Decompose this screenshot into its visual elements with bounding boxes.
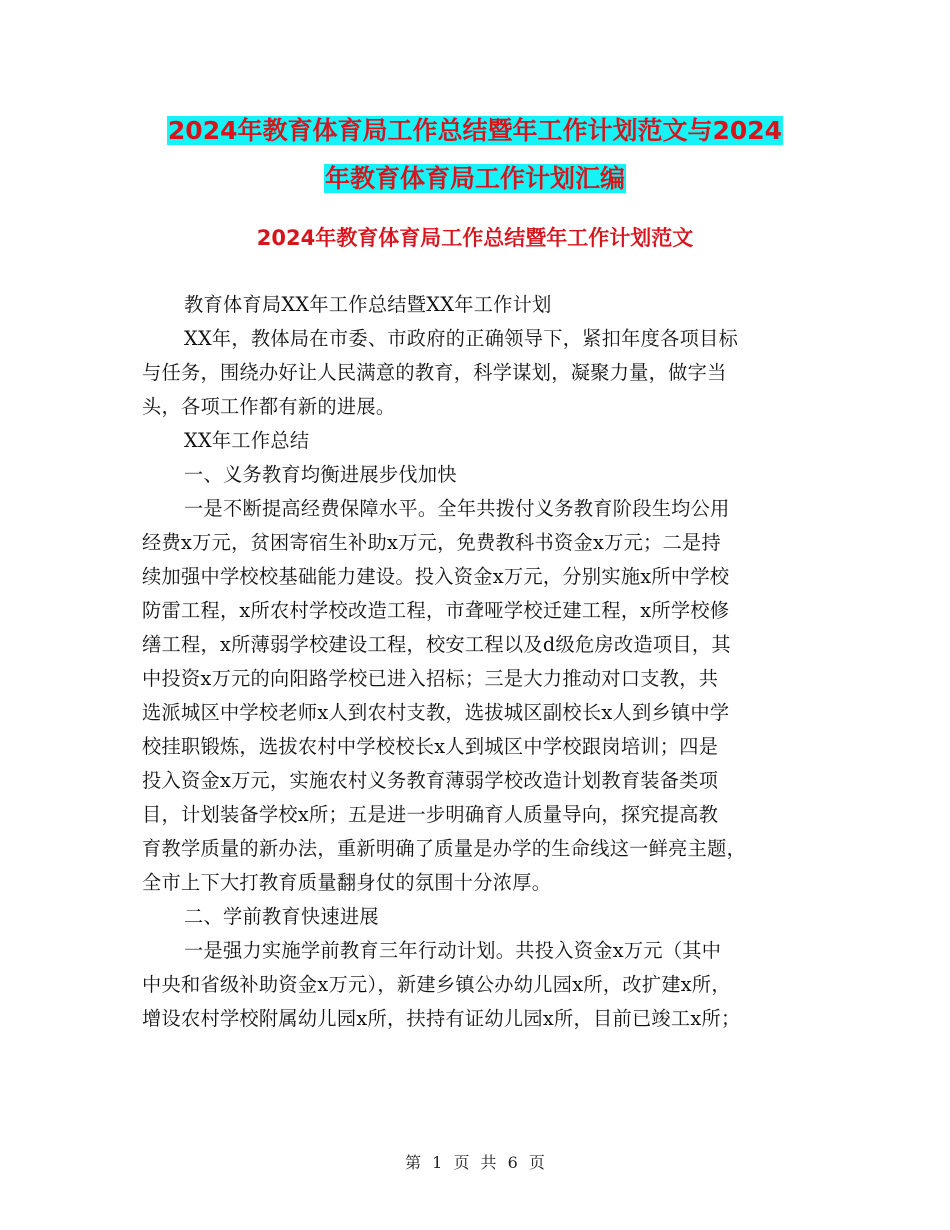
paragraph-line: 与任务，围绕办好让人民满意的教育，科学谋划，凝聚力量，做字当 [142, 361, 727, 384]
paragraph-line: 目，计划装备学校x所；五是进一步明确育人质量导向，探究提高教 [142, 803, 719, 826]
paragraph-line: 缮工程，x所薄弱学校建设工程，校安工程以及d级危房改造项目，其 [142, 633, 731, 656]
paragraph-line: 二、学前教育快速进展 [184, 905, 379, 928]
paragraph-line: 全市上下大打教育质量翻身仗的氛围十分浓厚。 [142, 871, 552, 894]
paragraph-line: 一是强力实施学前教育三年行动计划。共投入资金x万元（其中 [184, 939, 722, 962]
title-line-1 [0, 111, 950, 151]
title-line-2-text: 年教育体育局工作计划汇编 [324, 164, 625, 193]
paragraph-line: 育教学质量的新办法，重新明确了质量是办学的生命线这一鲜亮主题， [142, 837, 747, 860]
paragraph-line: 头，各项工作都有新的进展。 [142, 395, 396, 418]
title-line-1-text: 2024年教育体育局工作总结暨年工作计划范文与2024 [167, 116, 783, 145]
paragraph-line: 选派城区中学校老师x人到农村支教，选拔城区副校长x人到乡镇中学 [142, 701, 730, 724]
paragraph-line: 中央和省级补助资金x万元），新建乡镇公办幼儿园x所，改扩建x所， [142, 973, 731, 996]
title-line-2 [0, 159, 950, 199]
paragraph-line: 投入资金x万元，实施农村义务教育薄弱学校改造计划教育装备类项 [142, 769, 719, 792]
paragraph-line: 校挂职锻炼，选拔农村中学校校长x人到城区中学校跟岗培训；四是 [142, 735, 719, 758]
paragraph-line: XX年工作总结 [184, 429, 310, 452]
paragraph-line: 续加强中学校校基础能力建设。投入资金x万元，分别实施x所中学校 [142, 565, 730, 588]
paragraph-line: 增设农村学校附属幼儿园x所，扶持有证幼儿园x所，目前已竣工x所； [142, 1007, 741, 1030]
page-footer: 第 1 页 共 6 页 [405, 1153, 545, 1172]
paragraph-line: XX年，教体局在市委、市政府的正确领导下，紧扣年度各项目标 [184, 327, 739, 350]
paragraph-line: 经费x万元，贫困寄宿生补助x万元，免费教科书资金x万元；二是持 [142, 531, 722, 554]
paragraph-line: 中投资x万元的向阳路学校已进入招标；三是大力推动对口支教，共 [142, 667, 719, 690]
paragraph-line: 防雷工程，x所农村学校改造工程，市聋哑学校迁建工程，x所学校修 [142, 599, 730, 622]
paragraph-line: 一是不断提高经费保障水平。全年共拨付义务教育阶段生均公用 [184, 497, 730, 520]
document-title [0, 111, 950, 199]
document-body [142, 288, 812, 1036]
paragraph-line: 一、义务教育均衡进展步伐加快 [184, 463, 457, 486]
paragraph-line: 教育体育局XX年工作总结暨XX年工作计划 [184, 293, 552, 316]
section-heading: 2024年教育体育局工作总结暨年工作计划范文 [256, 226, 694, 250]
